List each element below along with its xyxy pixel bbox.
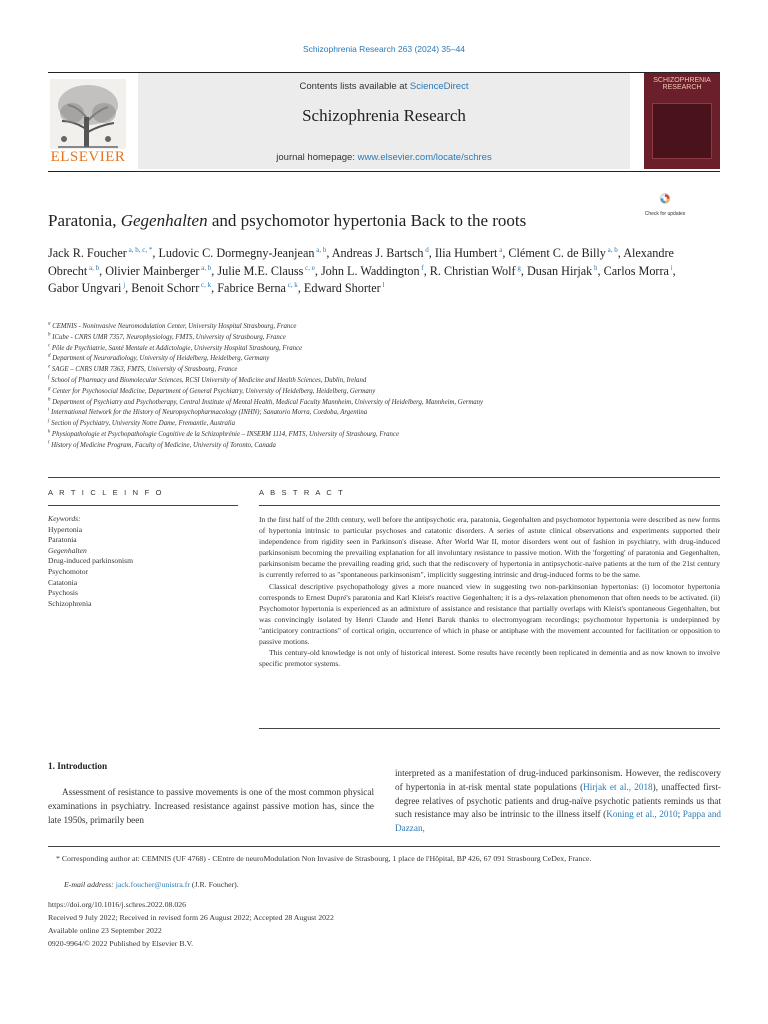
author-list: Jack R. Foucher $^{a, b, c, *}$, Ludovic C. Dormegny-Jeanjean $^{a, b}$, Andreas J. Bartsch $^d$, Ilia Humbert $^a$, Clément C. de Billy $^{a, b}$, Alexandre Obrecht $^{a, b}$, Olivier Mainberger $^{a, b}$, Julie M.E. Clauss $^{c, e}$, John L. Waddington $^f$, R. Christian Wolf $^g$, Dusan Hirjak $^h$, Carlos Morra $^i$, Gabor Ungvari $^j$, Benoit Schorr $^{c, k}$, Fabrice Berna $^{c, k}$, Edward Shorter $^l$ <box>48 245 676 295</box>
affiliation-marker: h <box>48 397 51 403</box>
author-affiliation-marker[interactable]: f <box>419 263 424 272</box>
author-affiliation-marker[interactable]: a, b, c, * <box>126 245 153 254</box>
abstract-heading: A B S T R A C T <box>259 488 345 497</box>
affiliation-text: Center for Psychosocial Medicine, Department of General Psychiatry, University of Heidelberg, Heidelberg, Germany <box>50 387 376 395</box>
author-name: Carlos Morra <box>603 263 669 278</box>
email-link[interactable]: jack.foucher@unistra.fr <box>115 880 190 889</box>
affiliation-text: History of Medicine Program, Faculty of Medicine, University of Toronto, Canada <box>49 441 276 449</box>
author-name: Dusan Hirjak <box>526 263 593 278</box>
contents-line <box>138 81 630 92</box>
author-affiliation-marker[interactable]: j <box>121 280 126 289</box>
author[interactable] <box>217 281 298 295</box>
affiliation-list <box>48 322 720 452</box>
journal-cover-image <box>644 73 720 169</box>
intro-text: interpreted as a manifestation of drug-induced parkinsonism. However, the rediscovery of hypertonia in at-risk mental state populations ( <box>395 768 721 792</box>
affiliation <box>48 430 720 441</box>
affiliation <box>48 333 720 344</box>
affiliation <box>48 322 720 333</box>
affiliation-marker: j <box>48 418 50 424</box>
affiliation-text: SAGE – CNRS UMR 7363, FMTS, University of Strasbourg, France <box>50 366 238 374</box>
masthead-center <box>138 73 630 169</box>
body-column-right <box>395 767 721 836</box>
email-suffix: (J.R. Foucher). <box>189 880 239 889</box>
affiliation-marker: i <box>48 408 50 414</box>
online-date: Available online 23 September 2022 <box>48 926 162 935</box>
divider <box>259 728 720 729</box>
affiliation <box>48 387 720 398</box>
author-affiliation-marker[interactable]: c, e <box>303 263 315 272</box>
title-italic: Gegenhalten <box>120 211 208 230</box>
abstract-body <box>259 514 720 669</box>
body-column-left <box>48 786 374 827</box>
intro-text: ), unaffected first-degree relatives of psychotic patients and drug-naïve psychotic patients reminds us that such resistance may also be intrinsic to the illness itself ( <box>395 781 721 820</box>
copyright-line: 0920-9964/© 2022 Published by Elsevier B.V. <box>48 939 194 948</box>
abstract-paragraph: Classical descriptive psychopathology gives a more nuanced view in suggesting two non-parkinsonian hypertonias: (i) locomotor hypertonia corresponds to Ernest Dupré's paratonia and Karl Kleist's reactive Gegenhalten; it is a dys-relaxation phenomenon that often needs to be activated. (ii) Psychomotor hypertonia is experienced as an admixture of assistance and resistance that partially overlaps with Kleist's spontaneous Gegenhalten, but was convincingly isolated by Henri Claude and Henri Baruk thanks to electromyogram recordings; psychomotor hypertonia is underpinned by "anticipatory contractions" of cortical origin, occurrence of which in phase or antiphase with the movement accounted for facilitation or opposition to passive motions. <box>259 581 720 647</box>
article-info-heading: A R T I C L E I N F O <box>48 488 164 497</box>
affiliation-marker: a <box>48 321 51 327</box>
author[interactable] <box>321 264 424 278</box>
affiliation-text: Department of Psychiatry and Psychotherapy, Central Institute of Mental Health, Medical Faculty Mannheim, University of Heidelberg, Mannheim, Germany <box>50 398 484 406</box>
author-name: John L. Waddington <box>320 263 420 278</box>
author[interactable] <box>508 246 617 260</box>
affiliation-text: International Network for the History of Neuropsychopharmacology (INHN); Sanatorio Morra, Cordoba, Argentina <box>49 409 368 417</box>
author-name: R. Christian Wolf <box>429 263 516 278</box>
affiliation-marker: g <box>48 386 51 392</box>
doi-link[interactable]: https://doi.org/10.1016/j.schres.2022.08.026 <box>48 900 187 909</box>
running-head[interactable]: Schizophrenia Research 263 (2024) 35–44 <box>302 44 466 54</box>
contents-prefix: Contents lists available at <box>299 81 410 92</box>
author[interactable] <box>527 264 598 278</box>
affiliation <box>48 398 720 409</box>
author-name: Ludovic C. Dormegny-Jeanjean <box>158 246 315 260</box>
affiliation <box>48 408 720 419</box>
author-name: Jack R. Foucher <box>48 246 127 260</box>
author[interactable] <box>158 246 326 260</box>
divider <box>48 505 238 506</box>
intro-paragraph-continued <box>395 767 721 836</box>
author[interactable] <box>332 246 429 260</box>
elsevier-wordmark: ELSEVIER <box>50 149 126 165</box>
author-affiliation-marker[interactable]: c, k <box>199 280 212 289</box>
cover-artwork <box>652 103 712 159</box>
author-affiliation-marker[interactable]: d <box>423 245 429 254</box>
affiliation-text: Section of Psychiatry, University Notre Dame, Fremantle, Australia <box>49 420 236 428</box>
affiliation-marker: k <box>48 429 51 435</box>
author-name: Andreas J. Bartsch <box>331 246 424 260</box>
affiliation <box>48 344 720 355</box>
keyword: Psychomotor <box>48 566 89 576</box>
received-dates: Received 9 July 2022; Received in revised form 26 August 2022; Accepted 28 August 2022 <box>48 913 334 922</box>
author-affiliation-marker[interactable]: a, b <box>314 245 327 254</box>
affiliation-marker: l <box>48 440 50 446</box>
author-affiliation-marker[interactable]: g <box>515 263 521 272</box>
email-line <box>48 878 728 891</box>
journal-title: Schizophrenia Research <box>302 106 466 125</box>
affiliation <box>48 365 720 376</box>
citation-link[interactable]: Pappa and Dazzan, <box>395 809 722 834</box>
author-affiliation-marker[interactable]: l <box>380 280 385 289</box>
journal-masthead <box>48 72 720 172</box>
abstract-paragraph: In the first half of the 20th century, well before the antipsychotic era, paratonia, Gegenhalten and psychomotor hypertonia were described as new forms of hypertonia intrinsic to particular psychoses and catatonic disorders. A series of astute clinical observations and experiments supported their independence from rigidity seen in Parkinson's disease. After World War II, motor disorders went out of fashion in psychiatry, with drug-induced parkinsonism becoming the prevailing explanation for all involuntary resistance to passive motion. With the 'forgetting' of paratonia and Gegenhalten, parkinsonism became the prevailing reading grid, such that the rediscovery of hypertonia in antipsychotic-naive patients at the turn of the 21st century is currently referred to as "spontaneous parkinsonism", implicitly suggesting intrinsic and drug-induced forms to be the same. <box>259 515 720 580</box>
author-affiliation-marker[interactable]: a, b <box>199 263 212 272</box>
title-part-2: and psychomotor hypertonia Back to the roots <box>207 211 527 230</box>
keyword: Drug-induced parkinsonism <box>48 556 133 566</box>
author-name: Olivier Mainberger <box>105 263 200 278</box>
author-affiliation-marker[interactable]: h <box>592 263 598 272</box>
homepage-link[interactable]: www.elsevier.com/locate/schres <box>357 152 492 163</box>
author-name: Clément C. de Billy <box>508 246 606 260</box>
affiliation-text: Pôle de Psychiatrie, Santé Mentale et Addictologie, University Hospital Strasbourg, France <box>50 344 303 352</box>
author-name: Alexandre Obrecht <box>48 246 674 278</box>
affiliation-text: ICube - CNRS UMR 7357, Neurophysiology, FMTS, University of Strasbourg, France <box>50 333 286 341</box>
author-affiliation-marker[interactable]: i <box>668 263 673 272</box>
keyword: Gegenhalten <box>48 545 87 555</box>
keywords-label: Keywords: <box>48 514 81 523</box>
homepage-line <box>138 152 630 163</box>
author-name: Fabrice Berna <box>217 281 286 295</box>
crossmark-icon[interactable] <box>647 193 683 213</box>
author-affiliation-marker[interactable]: a, b <box>87 263 100 272</box>
author[interactable] <box>430 264 521 278</box>
author-affiliation-marker[interactable]: a <box>497 245 503 254</box>
affiliation-text: Department of Neuroradiology, University of Heidelberg, Heidelberg, Germany <box>50 355 270 363</box>
affiliation-text: CEMNIS - Noninvasive Neuromodulation Center, University Hospital Strasbourg, France <box>50 323 297 330</box>
author[interactable] <box>48 281 125 295</box>
author-name: Gabor Ungvari <box>48 281 122 295</box>
intro-paragraph: Assessment of resistance to passive movements is one of the most common physical examinations in psychiatry. Increased resistance against passive motion has, since the late 1950s, primarily been <box>48 787 374 825</box>
keyword: Catatonia <box>48 577 78 587</box>
divider <box>259 505 720 506</box>
author-name: Ilia Humbert <box>434 246 498 260</box>
affiliation-text: School of Pharmacy and Biomolecular Sciences, RCSI University of Medicine and Health Sciences, Dublin, Ireland <box>49 376 367 384</box>
author-name: Julie M.E. Clauss <box>217 263 304 278</box>
author[interactable] <box>105 264 211 278</box>
keywords-block <box>48 514 238 609</box>
affiliation <box>48 354 720 365</box>
homepage-prefix: journal homepage: <box>276 152 358 163</box>
affiliation-marker: c <box>48 343 51 349</box>
affiliation <box>48 441 720 452</box>
divider <box>48 477 720 478</box>
author[interactable] <box>217 264 314 278</box>
citation-link[interactable]: Koning et al., 2010 <box>606 809 678 820</box>
author[interactable] <box>131 281 211 295</box>
author-name: Benoit Schorr <box>131 281 200 295</box>
keyword: Hypertonia <box>48 524 83 534</box>
email-label: E-mail address: <box>64 880 116 889</box>
author[interactable] <box>48 246 152 260</box>
title-part-1: Paratonia, <box>48 211 121 230</box>
sciencedirect-link[interactable]: ScienceDirect <box>409 81 469 92</box>
author-affiliation-marker[interactable]: a, b <box>605 245 618 254</box>
affiliation-marker: b <box>48 332 51 338</box>
abstract-paragraph: This century-old knowledge is not only of historical interest. Some results have recently been replicated in dementia and as now known to involve specific premotor systems. <box>259 648 720 669</box>
cover-title: SCHIZOPHRENIA RESEARCH <box>653 77 711 91</box>
citation-link[interactable]: Hirjak et al., 2018 <box>583 781 653 792</box>
keywords-list <box>48 525 238 610</box>
author[interactable] <box>604 264 673 278</box>
footnote-divider <box>48 846 720 847</box>
author[interactable] <box>435 246 502 260</box>
affiliation-marker: d <box>48 354 51 360</box>
affiliation-marker: e <box>48 364 51 370</box>
affiliation <box>48 419 720 430</box>
keyword: Schizophrenia <box>48 598 92 608</box>
author-name: Edward Shorter <box>303 281 381 295</box>
author[interactable] <box>304 281 385 295</box>
keyword: Paratonia <box>48 535 77 545</box>
crossmark-label[interactable]: Check for updates <box>644 211 686 217</box>
article-title <box>48 211 526 231</box>
corresponding-author-note: * Corresponding author at: CEMNIS (UF 4768) - CEntre de neuroModulation Non Invasive de Strasbourg, 1 place de l'Hôpital, BP 426, 67 091 Strasbourg CeDex, France. <box>56 854 592 863</box>
intro-text: ; <box>677 809 683 820</box>
affiliation <box>48 376 720 387</box>
affiliation-marker: f <box>48 375 50 381</box>
author-affiliation-marker[interactable]: c, k <box>285 280 298 289</box>
affiliation-text: Physiopathologie et Psychopathologie Cognitive de la Schizophrénie – INSERM 1114, FMTS, University of Strasbourg, France <box>50 430 399 438</box>
section-heading-introduction: 1. Introduction <box>48 761 108 771</box>
keyword: Psychosis <box>48 588 78 598</box>
